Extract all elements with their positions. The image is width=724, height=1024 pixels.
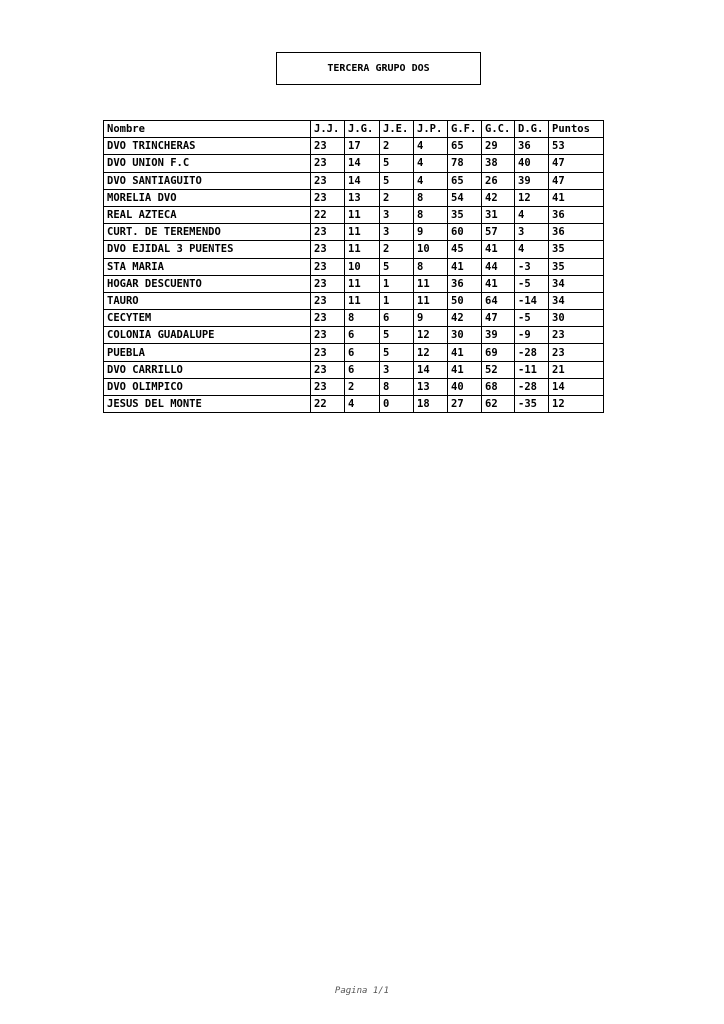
cell-puntos: 35 [549,241,604,258]
table-row [104,327,604,344]
cell-jg: 6 [345,361,380,378]
cell-je: 5 [380,172,414,189]
cell-gf: 54 [448,189,482,206]
cell-je: 8 [380,378,414,395]
cell-gf: 65 [448,138,482,155]
cell-jp: 8 [414,206,448,223]
cell-team-name: COLONIA GUADALUPE [104,327,311,344]
cell-dg: 12 [515,189,549,206]
cell-jp: 12 [414,327,448,344]
cell-jg: 14 [345,155,380,172]
cell-gf: 65 [448,172,482,189]
cell-jp: 8 [414,189,448,206]
cell-gc: 29 [482,138,515,155]
table-row [104,241,604,258]
header-jj: J.J. [311,121,345,138]
cell-gf: 40 [448,378,482,395]
cell-jg: 8 [345,310,380,327]
cell-gc: 42 [482,189,515,206]
header-jp: J.P. [414,121,448,138]
cell-puntos: 14 [549,378,604,395]
cell-dg: 4 [515,241,549,258]
cell-puntos: 36 [549,206,604,223]
cell-jj: 23 [311,275,345,292]
cell-gf: 60 [448,224,482,241]
cell-gc: 38 [482,155,515,172]
cell-jj: 23 [311,224,345,241]
cell-dg: 39 [515,172,549,189]
cell-gf: 78 [448,155,482,172]
standings-table [103,120,604,413]
cell-jj: 23 [311,378,345,395]
cell-jj: 23 [311,172,345,189]
cell-dg: -28 [515,344,549,361]
cell-jj: 23 [311,327,345,344]
cell-jp: 14 [414,361,448,378]
cell-team-name: DVO EJIDAL 3 PUENTES [104,241,311,258]
cell-jg: 17 [345,138,380,155]
cell-team-name: DVO SANTIAGUITO [104,172,311,189]
cell-jj: 23 [311,361,345,378]
cell-dg: 40 [515,155,549,172]
cell-dg: 3 [515,224,549,241]
table-row [104,206,604,223]
cell-team-name: STA MARIA [104,258,311,275]
cell-gf: 41 [448,361,482,378]
cell-team-name: HOGAR DESCUENTO [104,275,311,292]
cell-jg: 13 [345,189,380,206]
cell-jj: 23 [311,155,345,172]
cell-puntos: 41 [549,189,604,206]
cell-jp: 9 [414,224,448,241]
cell-jj: 23 [311,189,345,206]
cell-jj: 23 [311,138,345,155]
cell-jg: 11 [345,275,380,292]
cell-jj: 22 [311,206,345,223]
cell-je: 2 [380,138,414,155]
cell-dg: -35 [515,396,549,413]
cell-jp: 9 [414,310,448,327]
cell-gc: 52 [482,361,515,378]
cell-je: 2 [380,189,414,206]
cell-team-name: JESUS DEL MONTE [104,396,311,413]
table-row [104,138,604,155]
cell-gc: 41 [482,275,515,292]
cell-jg: 11 [345,224,380,241]
cell-gc: 41 [482,241,515,258]
header-puntos: Puntos [549,121,604,138]
cell-jg: 10 [345,258,380,275]
cell-je: 1 [380,275,414,292]
table-row [104,344,604,361]
cell-gc: 57 [482,224,515,241]
cell-team-name: TAURO [104,292,311,309]
cell-puntos: 21 [549,361,604,378]
cell-dg: -11 [515,361,549,378]
header-je: J.E. [380,121,414,138]
table-row [104,224,604,241]
cell-gf: 45 [448,241,482,258]
cell-jg: 6 [345,327,380,344]
cell-gc: 47 [482,310,515,327]
cell-jp: 12 [414,344,448,361]
table-row [104,396,604,413]
cell-dg: -9 [515,327,549,344]
cell-team-name: DVO UNION F.C [104,155,311,172]
cell-jg: 11 [345,292,380,309]
cell-puntos: 23 [549,327,604,344]
cell-gf: 41 [448,258,482,275]
page-title-box [276,52,481,85]
cell-jg: 14 [345,172,380,189]
header-nombre: Nombre [104,121,311,138]
cell-gc: 39 [482,327,515,344]
cell-gf: 50 [448,292,482,309]
cell-puntos: 47 [549,172,604,189]
cell-gf: 41 [448,344,482,361]
cell-je: 5 [380,155,414,172]
cell-je: 3 [380,361,414,378]
cell-puntos: 47 [549,155,604,172]
cell-puntos: 30 [549,310,604,327]
cell-gf: 27 [448,396,482,413]
cell-puntos: 36 [549,224,604,241]
cell-dg: 36 [515,138,549,155]
cell-team-name: CECYTEM [104,310,311,327]
cell-team-name: DVO CARRILLO [104,361,311,378]
page-footer: Pagina 1/1 [334,986,390,996]
cell-gf: 42 [448,310,482,327]
cell-jg: 11 [345,206,380,223]
cell-jj: 23 [311,344,345,361]
cell-gc: 44 [482,258,515,275]
cell-je: 5 [380,258,414,275]
cell-je: 1 [380,292,414,309]
cell-jg: 11 [345,241,380,258]
cell-gc: 62 [482,396,515,413]
header-gf: G.F. [448,121,482,138]
cell-puntos: 23 [549,344,604,361]
cell-jj: 23 [311,310,345,327]
cell-je: 2 [380,241,414,258]
cell-je: 5 [380,327,414,344]
table-row [104,378,604,395]
table-row [104,258,604,275]
table-row [104,361,604,378]
cell-team-name: MORELIA DVO [104,189,311,206]
cell-je: 6 [380,310,414,327]
cell-jp: 11 [414,292,448,309]
cell-je: 3 [380,224,414,241]
cell-jg: 2 [345,378,380,395]
cell-gf: 35 [448,206,482,223]
cell-puntos: 34 [549,292,604,309]
header-jg: J.G. [345,121,380,138]
cell-puntos: 53 [549,138,604,155]
cell-team-name: PUEBLA [104,344,311,361]
cell-gc: 26 [482,172,515,189]
cell-team-name: REAL AZTECA [104,206,311,223]
table-row [104,155,604,172]
cell-jp: 8 [414,258,448,275]
cell-gc: 69 [482,344,515,361]
cell-dg: -5 [515,310,549,327]
cell-jp: 11 [414,275,448,292]
cell-jj: 23 [311,258,345,275]
standings-body [104,138,604,413]
cell-jp: 4 [414,172,448,189]
cell-dg: -5 [515,275,549,292]
cell-puntos: 35 [549,258,604,275]
cell-je: 0 [380,396,414,413]
cell-team-name: CURT. DE TEREMENDO [104,224,311,241]
table-row [104,275,604,292]
header-row [104,121,604,138]
cell-dg: 4 [515,206,549,223]
table-row [104,172,604,189]
page-title: TERCERA GRUPO DOS [327,63,430,74]
cell-team-name: DVO OLIMPICO [104,378,311,395]
cell-gc: 31 [482,206,515,223]
cell-jj: 23 [311,292,345,309]
cell-je: 3 [380,206,414,223]
cell-jp: 13 [414,378,448,395]
cell-jp: 10 [414,241,448,258]
cell-dg: -14 [515,292,549,309]
cell-dg: -3 [515,258,549,275]
header-dg: D.G. [515,121,549,138]
cell-team-name: DVO TRINCHERAS [104,138,311,155]
cell-gc: 68 [482,378,515,395]
cell-puntos: 34 [549,275,604,292]
cell-jg: 6 [345,344,380,361]
cell-gc: 64 [482,292,515,309]
cell-jj: 22 [311,396,345,413]
cell-gf: 30 [448,327,482,344]
table-row [104,310,604,327]
cell-jp: 18 [414,396,448,413]
table-row [104,189,604,206]
cell-jp: 4 [414,155,448,172]
cell-jg: 4 [345,396,380,413]
header-gc: G.C. [482,121,515,138]
cell-gf: 36 [448,275,482,292]
table-row [104,292,604,309]
cell-jp: 4 [414,138,448,155]
cell-je: 5 [380,344,414,361]
cell-puntos: 12 [549,396,604,413]
cell-dg: -28 [515,378,549,395]
cell-jj: 23 [311,241,345,258]
